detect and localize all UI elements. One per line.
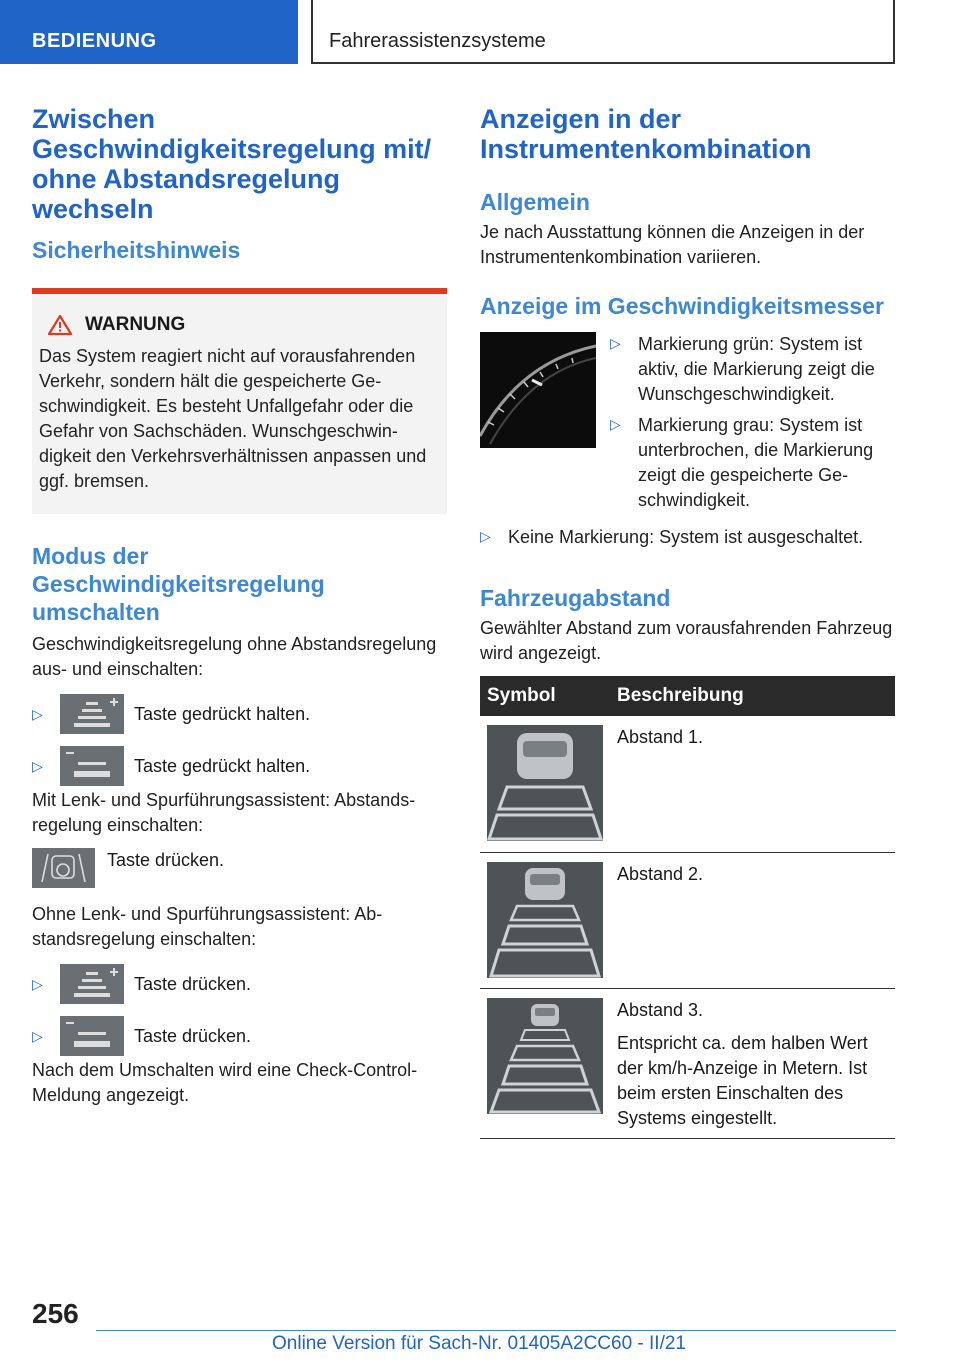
bullet-triangle-icon: ▷ <box>610 416 621 432</box>
press-3-text: Taste drücken. <box>134 1025 252 1046</box>
without-lane-text: Ohne Lenk- und Spurführungsassistent: Abstandsregelung einschalten: <box>32 904 383 949</box>
step-hold-1 <box>32 694 447 734</box>
bullet-triangle-icon: ▷ <box>32 705 43 722</box>
row3-desc-a: Abstand 3. <box>617 999 704 1020</box>
warning-header <box>39 314 439 336</box>
step-press-3 <box>32 1016 447 1056</box>
step-hold-2 <box>32 746 447 786</box>
distance-1-icon <box>487 725 603 841</box>
speedo-section <box>480 332 895 519</box>
speedo-bullets <box>610 332 895 519</box>
section-title: Zwischen Geschwindigkeitsregelung mit/ ohne Abstandsregelung wechseln <box>32 104 432 224</box>
bullet-grey-text: Markierung grau: System ist unterbrochen, die Markierung zeigt die gespeicherte Geschwindigkeit. <box>638 415 874 510</box>
bullet-green-text: Markierung grün: System ist aktiv, die Markierung zeigt die Wunschgeschwindigkeit. <box>638 334 875 404</box>
bullet-triangle-icon: ▷ <box>32 975 43 992</box>
distance-minus-key-icon <box>60 1016 124 1056</box>
left-column <box>32 104 447 1108</box>
section-tab: BEDIENUNG <box>0 0 298 64</box>
bullet-triangle-icon: ▷ <box>32 757 43 774</box>
distance-table <box>480 676 895 1139</box>
distance-plus-key-icon <box>60 964 124 1004</box>
lane-assist-key-icon <box>32 848 95 888</box>
table-row <box>480 852 895 988</box>
press-2-text: Taste drücken. <box>134 973 252 994</box>
speedometer-image <box>480 332 596 448</box>
speedo-heading: Anzeige im Geschwindigkeitsmesser <box>480 293 884 319</box>
distance-3-icon <box>487 998 603 1114</box>
row3-desc-b: Entspricht ca. dem halben Wert der km/h-Anzeige in Metern. Ist beim ersten Einschalten des Systems eingestellt. <box>617 1032 868 1128</box>
footer-divider <box>96 1330 896 1331</box>
display-title: Anzeigen in der Instrumentenkombination <box>480 104 812 164</box>
row1-desc: Abstand 1. <box>610 716 895 852</box>
footer-note: Online Version für Sach-Nr. 01405A2CC60 - II/21 <box>272 1333 687 1354</box>
mode-heading: Modus der Geschwindigkeitsregelung umschalten <box>32 543 325 625</box>
bullet-grey <box>610 413 895 513</box>
distance-heading: Fahrzeugabstand <box>480 585 671 611</box>
after-text: Nach dem Umschalten wird eine Check-Control-Meldung angezeigt. <box>32 1060 418 1105</box>
bullet-none-text: Keine Markierung: System ist ausgeschaltet. <box>508 527 864 547</box>
step-press-2 <box>32 964 447 1004</box>
table-row <box>480 716 895 852</box>
distance-minus-key-icon <box>60 746 124 786</box>
row2-desc: Abstand 2. <box>610 852 895 988</box>
mode-intro: Geschwindigkeitsregelung ohne Abstandsregelung aus- und einschalten: <box>32 634 437 679</box>
warning-label: WARNUNG <box>85 314 186 335</box>
distance-plus-key-icon <box>60 694 124 734</box>
distance-text: Gewählter Abstand zum vorausfahrenden Fahrzeug wird angezeigt. <box>480 618 893 663</box>
chapter-tab: Fahrerassistenzsysteme <box>311 0 895 64</box>
step-hold-1-text: Taste gedrückt halten. <box>134 703 311 724</box>
safety-heading: Sicherheitshinweis <box>32 237 241 263</box>
general-text: Je nach Ausstattung können die Anzeigen in der Instrumentenkombination variieren. <box>480 222 865 267</box>
press-1-text: Taste drücken. <box>107 850 225 870</box>
warning-triangle-icon <box>47 314 73 336</box>
table-head-desc: Beschreibung <box>610 676 895 716</box>
bullet-triangle-icon: ▷ <box>610 335 621 351</box>
table-header-row <box>480 676 895 716</box>
bullet-none <box>480 525 895 550</box>
with-lane-text: Mit Lenk- und Spurführungsassistent: Abstandsregelung einschalten: <box>32 790 416 835</box>
table-row <box>480 988 895 1138</box>
press-steering-key <box>32 848 447 888</box>
table-head-symbol: Symbol <box>480 676 610 716</box>
page-number: 256 <box>32 1298 79 1329</box>
bullet-triangle-icon: ▷ <box>32 1027 43 1044</box>
distance-2-icon <box>487 862 603 978</box>
warning-box <box>32 288 447 514</box>
bullet-green <box>610 332 895 407</box>
general-heading: Allgemein <box>480 189 590 215</box>
right-column <box>480 104 895 1139</box>
bullet-triangle-icon: ▷ <box>480 528 491 544</box>
step-hold-2-text: Taste gedrückt halten. <box>134 755 311 776</box>
warning-text: Das System reagiert nicht auf vorausfahrenden Verkehr, sondern hält die gespeicherte Geschwindigkeit. Es besteht Unfallgefahr oder die Gefahr von Sachschäden. Wunschgeschwindigkeit den Verkehrsverhältnissen anpassen und ggf. bremsen. <box>39 346 427 491</box>
